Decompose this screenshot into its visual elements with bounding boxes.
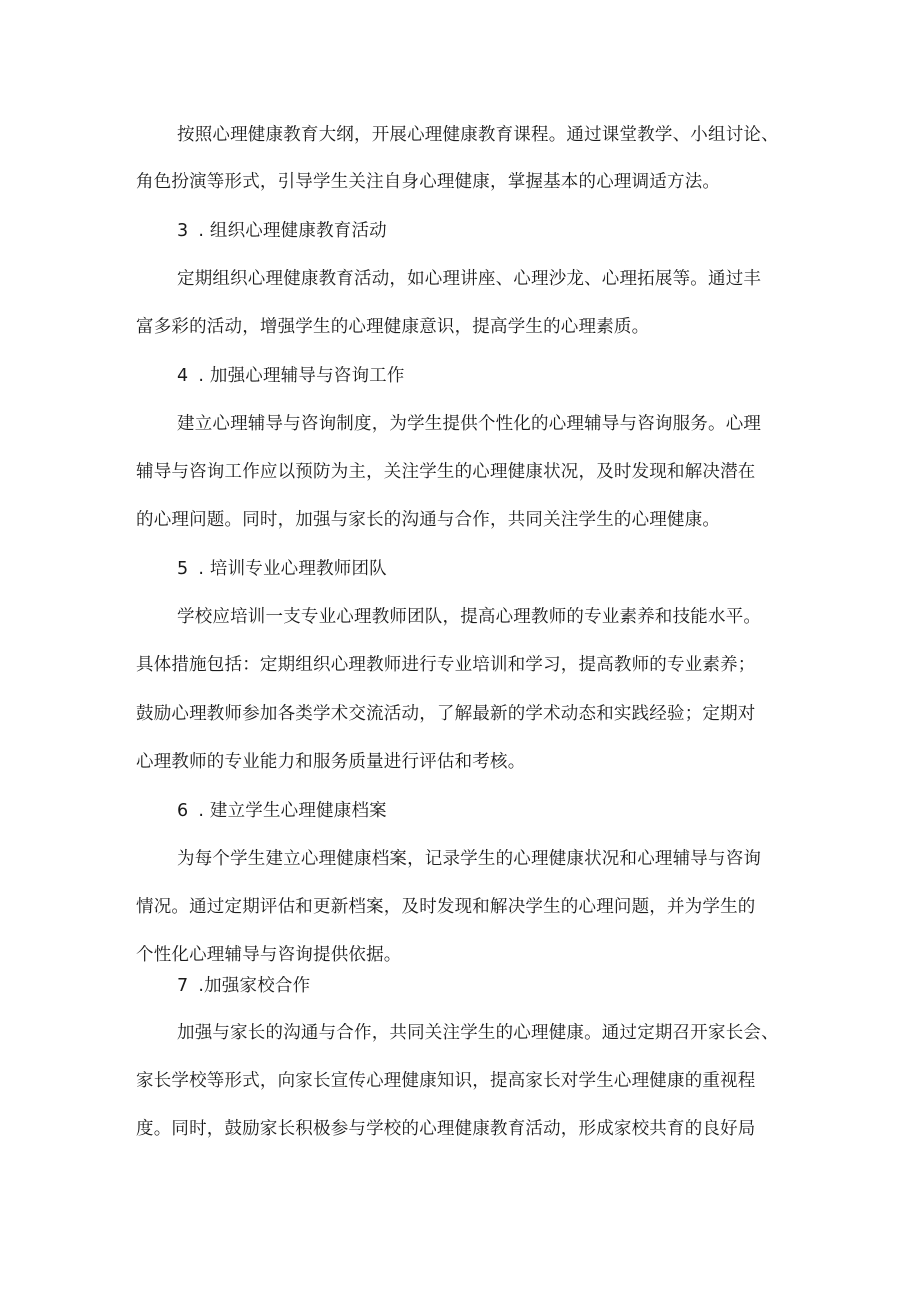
paragraph-line: 情况。通过定期评估和更新档案，及时发现和解决学生的心理问题，并为学生的 — [136, 897, 756, 917]
paragraph-line: 学校应培训一支专业心理教师团队，提高心理教师的专业素养和技能水平。 — [177, 607, 762, 627]
paragraph-line: 角色扮演等形式，引导学生关注自身心理健康，掌握基本的心理调适方法。 — [136, 172, 721, 192]
paragraph-line: 个性化心理辅导与咨询提供依据。 — [136, 945, 402, 965]
section-heading-6 — [177, 800, 387, 822]
paragraph-line: 富多彩的活动，增强学生的心理健康意识，提高学生的心理素质。 — [136, 317, 650, 337]
paragraph-line: 心理教师的专业能力和服务质量进行评估和考核。 — [136, 752, 526, 772]
paragraph-line: 具体措施包括：定期组织心理教师进行专业培训和学习，提高教师的专业素养； — [136, 655, 756, 675]
heading-number: 7 — [177, 976, 189, 996]
paragraph-line: 的心理问题。同时，加强与家长的沟通与合作，共同关注学生的心理健康。 — [136, 510, 721, 530]
heading-text: . 组织心理健康教育活动 — [198, 221, 387, 241]
heading-number: 3 — [177, 221, 189, 241]
section-heading-4 — [177, 365, 405, 387]
paragraph-line: 家长学校等形式，向家长宣传心理健康知识，提高家长对学生心理健康的重视程 — [136, 1071, 756, 1091]
paragraph-line: 建立心理辅导与咨询制度，为学生提供个性化的心理辅导与咨询服务。心理 — [177, 414, 762, 434]
paragraph-line: 鼓励心理教师参加各类学术交流活动，了解最新的学术动态和实践经验；定期对 — [136, 704, 756, 724]
heading-number: 5 — [177, 559, 189, 579]
section-heading-5 — [177, 558, 387, 580]
paragraph-line: 定期组织心理健康教育活动，如心理讲座、心理沙龙、心理拓展等。通过丰 — [177, 269, 762, 289]
paragraph-line: 加强与家长的沟通与合作，共同关注学生的心理健康。通过定期召开家长会、 — [177, 1023, 779, 1043]
section-heading-7 — [177, 975, 310, 997]
heading-text: . 培训专业心理教师团队 — [198, 559, 387, 579]
heading-text: . 加强心理辅导与咨询工作 — [198, 366, 405, 386]
section-heading-3 — [177, 220, 387, 242]
heading-number: 6 — [177, 801, 189, 821]
heading-text: . 建立学生心理健康档案 — [198, 801, 387, 821]
heading-text: .加强家校合作 — [198, 976, 311, 996]
paragraph-line: 按照心理健康教育大纲，开展心理健康教育课程。通过课堂教学、小组讨论、 — [177, 125, 779, 145]
paragraph-line: 度。同时，鼓励家长积极参与学校的心理健康教育活动，形成家校共育的良好局 — [136, 1119, 756, 1139]
paragraph-line: 为每个学生建立心理健康档案，记录学生的心理健康状况和心理辅导与咨询 — [177, 849, 762, 869]
paragraph-line: 辅导与咨询工作应以预防为主，关注学生的心理健康状况，及时发现和解决潜在 — [136, 462, 756, 482]
heading-number: 4 — [177, 366, 189, 386]
